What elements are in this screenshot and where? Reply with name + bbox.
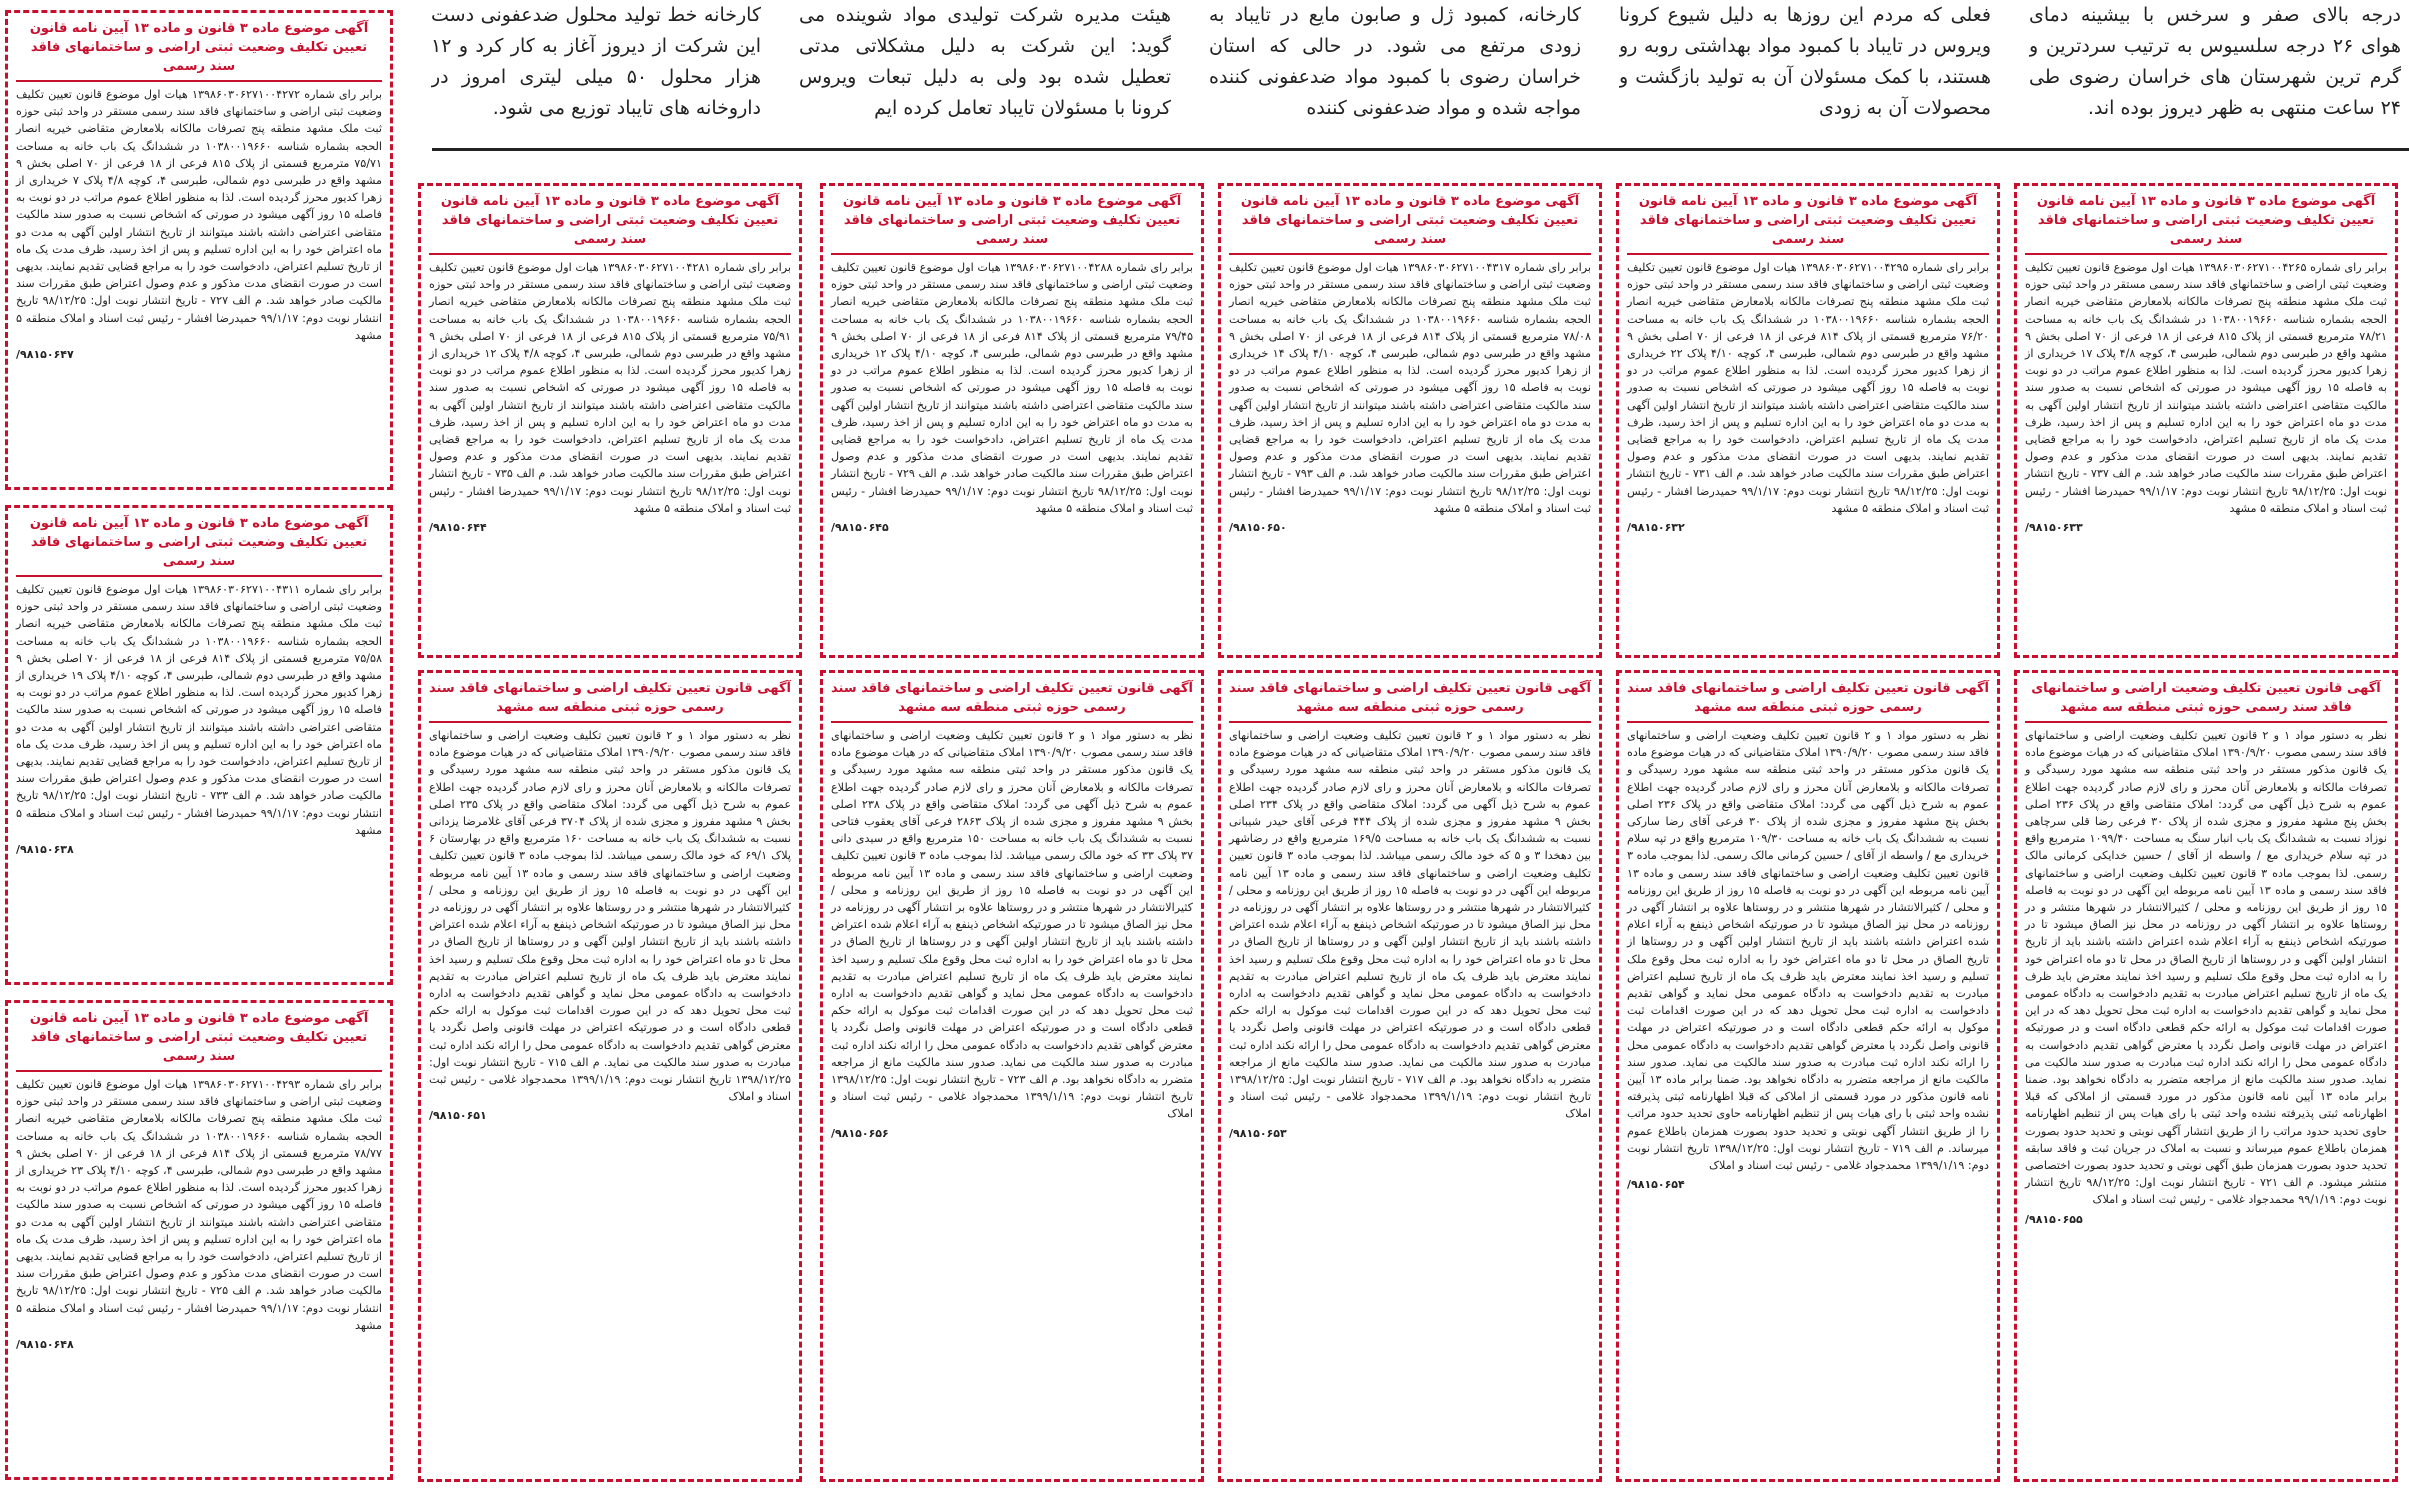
news-text: هیئت مدیره شرکت تولیدی مواد شوینده می گوید: این شرکت به دلیل مشکلاتی مدتی تعطیل شده بود ولی به دلیل تبعات ویروس کرونا با مسئولان تایباد تعامل کرده ایم [799, 4, 1171, 119]
legal-notice-ad [2014, 670, 2398, 1482]
legal-notice-ad [1218, 183, 1602, 658]
ad-title: آگهی موضوع ماده ۳ قانون و ماده ۱۳ آیین نامه قانون تعیین تکلیف وضعیت ثبتی اراضی و ساختمانهای فاقد سند رسمی [2025, 192, 2387, 255]
news-column-5 [431, 0, 761, 125]
ad-title: آگهی موضوع ماده ۳ قانون و ماده ۱۳ آیین نامه قانون تعیین تکلیف وضعیت ثبتی اراضی و ساختمانهای فاقد سند رسمی [429, 192, 791, 255]
legal-notice-ad [1616, 183, 2000, 658]
news-column-3 [1209, 0, 1581, 125]
news-text: فعلی که مردم این روزها به دلیل شیوع کرونا ویروس در تایباد با کمبود مواد بهداشتی روبه رو هستند، با کمک مسئولان آن به تولید بازگشت و محصولات آن به زودی [1619, 4, 1991, 119]
ad-body: برابر رای شماره ۱۳۹۸۶۰۳۰۶۲۷۱۰۰۴۲۶۵ هیات اول موضوع قانون تعیین تکلیف وضعیت ثبتی اراضی و ساختمانهای فاقد سند رسمی مستقر در واحد ثبتی حوزه ثبت ملک مشهد منطقه پنج تصرفات مالکانه بلامعارض متقاضی خیریه انصار الحجه بشماره شناسه ۱۰۳۸۰۰۱۹۶۶۰ در ششدانگ یک باب خانه به مساحت ۷۸/۲۱ مترمربع قسمتی از پلاک ۸۱۵ فرعی از ۱۸ فرعی از ۷۰ اصلی بخش ۹ مشهد واقع در طبرسی دوم شمالی، طبرسی ۴، کوچه ۴/۸ پلاک ۱۷ خریداری از زهرا کدیور محرز گردیده است. لذا به منظور اطلاع عموم مراتب در دو نوبت به فاصله ۱۵ روز آگهی میشود در صورتی که اشخاص نسبت به صدور سند مالکیت متقاضی اعتراضی داشته باشند میتوانند از تاریخ انتشار اولین آگهی به مدت دو ماه اعتراض خود را به این اداره تسلیم و پس از اخذ رسید، ظرف مدت یک ماه از تاریخ تسلیم اعتراض، دادخواست خود را به مراجع قضایی تقدیم نمایند. بدیهی است در صورت انقضای مدت مذکور و عدم وصول اعتراض طبق مقررات سند مالکیت صادر خواهد شد. م الف ۷۳۷ - تاریخ انتشار نوبت اول: ۹۸/۱۲/۲۵ تاریخ انتشار نوبت دوم: ۹۹/۱/۱۷ حمیدرضا افشار - رئیس ثبت اسناد و املاک منطقه ۵ مشهد [2025, 261, 2388, 515]
news-text: درجه بالای صفر و سرخس با بیشینه دمای هوای ۲۶ درجه سلسیوس به ترتیب سردترین و گرم ترین شهرستان های خراسان رضوی طی ۲۴ ساعت منتهی به ظهر دیروز بوده اند. [2029, 4, 2401, 119]
ad-title: آگهی موضوع ماده ۳ قانون و ماده ۱۳ آیین نامه قانون تعیین تکلیف وضعیت ثبتی اراضی و ساختمانهای فاقد سند رسمی [16, 1009, 382, 1072]
ad-code: /۹۸۱۵۰۶۴۴ [429, 521, 487, 535]
news-column-1 [2029, 0, 2401, 125]
legal-notice-ad [1218, 670, 1602, 1482]
news-text: کارخانه خط تولید محلول ضدعفونی دست این شرکت از دیروز آغاز به کار کرد و ۱۲ هزار محلول ۵۰ میلی لیتری امروز در داروخانه های تایباد توزیع می شود. [431, 4, 761, 119]
ad-code: /۹۸۱۵۰۶۳۲ [1627, 521, 1685, 535]
legal-notice-ad [418, 183, 802, 658]
ad-code: /۹۸۱۵۰۶۵۴ [1627, 1178, 1685, 1192]
ad-body: برابر رای شماره ۱۳۹۸۶۰۳۰۶۲۷۱۰۰۴۳۱۱ هیات اول موضوع قانون تعیین تکلیف وضعیت ثبتی اراضی و ساختمانهای فاقد سند رسمی مستقر در واحد ثبتی حوزه ثبت ملک مشهد منطقه پنج تصرفات مالکانه بلامعارض متقاضی خیریه انصار الحجه بشماره شناسه ۱۰۳۸۰۰۱۹۶۶۰ در ششدانگ یک باب خانه به مساحت ۷۵/۵۸ مترمربع قسمتی از پلاک ۸۱۴ فرعی از ۱۸ فرعی از ۷۰ اصلی بخش ۹ مشهد واقع در طبرسی دوم شمالی، طبرسی ۴، کوچه ۴/۱۰ پلاک ۱۹ خریداری از زهرا کدیور محرز گردیده است. لذا به منظور اطلاع عموم مراتب در دو نوبت به فاصله ۱۵ روز آگهی میشود در صورتی که اشخاص نسبت به صدور سند مالکیت متقاضی اعتراضی داشته باشند میتوانند از تاریخ انتشار اولین آگهی به مدت دو ماه اعتراض خود را به این اداره تسلیم و پس از اخذ رسید، ظرف مدت یک ماه از تاریخ تسلیم اعتراض، دادخواست خود را به مراجع قضایی تقدیم نمایند. بدیهی است در صورت انقضای مدت مذکور و عدم وصول اعتراض طبق مقررات سند مالکیت صادر خواهد شد. م الف ۷۳۳ - تاریخ انتشار نوبت اول: ۹۸/۱۲/۲۵ تاریخ انتشار نوبت دوم: ۹۹/۱/۱۷ حمیدرضا افشار - رئیس ثبت اسناد و املاک منطقه ۵ مشهد [16, 583, 383, 837]
legal-notice-ad [5, 1000, 393, 1480]
legal-notice-ad [1616, 670, 2000, 1482]
legal-notice-ad [820, 183, 1204, 658]
ad-code: /۹۸۱۵۰۶۳۸ [16, 843, 74, 857]
ad-body: نظر به دستور مواد ۱ و ۲ قانون تعیین تکلیف وضعیت اراضی و ساختمانهای فاقد سند رسمی مصوب ۱۳۹۰/۹/۲۰ املاک متقاضیانی که در هیات موضوع ماده یک قانون مذکور مستقر در واحد ثبتی منطقه سه مشهد مورد رسیدگی و تصرفات مالکانه و بلامعارض آنان محرز و رای لازم صادر گردیده جهت اطلاع عموم به شرح ذیل آگهی می گردد: املاک متقاضی واقع در پلاک ۲۳۴ اصلی بخش ۹ مشهد مفروز و مجزی شده از پلاک ۴۴۴ فرعی آقای حیدر شیبانی نسبت به ششدانگ یک باب خانه به مساحت ۱۶۹/۵ مترمربع واقع در رضاشهر بین دهخدا ۳ و ۵ که خود مالک رسمی میباشد. لذا بموجب ماده ۳ قانون تعیین تکلیف وضعیت اراضی و ساختمانهای فاقد سند رسمی و ماده ۱۳ آیین نامه مربوطه این آگهی در دو نوبت به فاصله ۱۵ روز از طریق این روزنامه و محلی / کثیرالانتشار در شهرها منتشر و در روستاها علاوه بر انتشار آگهی در روزنامه در محل نیز الصاق میشود تا در صورتیکه اشخاص ذینفع به آراء اعلام شده اعتراض داشته باشند باید از تاریخ انتشار اولین آگهی و در روستاها از تاریخ الصاق در محل تا دو ماه اعتراض خود را به اداره ثبت محل وقوع ملک تسلیم و رسید اخذ نمایند معترض باید ظرف یک ماه از تاریخ تسلیم اعتراض مبادرت به تقدیم دادخواست به دادگاه عمومی محل نماید و گواهی تقدیم دادخواست به اداره ثبت محل تحویل دهد که در این صورت اقدامات ثبت موکول به ارائه حکم قطعی دادگاه است و در صورتیکه اعتراض در مهلت قانونی واصل نگردد یا معترض گواهی تقدیم دادخواست به دادگاه عمومی محل را ارائه نکند اداره ثبت مبادرت به صدور سند مالکیت می نماید. صدور سند مالکیت مانع از مراجعه متضرر به دادگاه نخواهد بود. م الف ۷۱۷ - تاریخ انتشار نوبت اول: ۱۳۹۸/۱۲/۲۵ تاریخ انتشار نوبت دوم: ۱۳۹۹/۱/۱۹ محمدجواد غلامی - رئیس ثبت اسناد و املاک [1229, 729, 1592, 1121]
ad-title: آگهی قانون تعیین تکلیف اراضی و ساختمانهای فاقد سند رسمی حوزه ثبتی منطقه سه مشهد [1229, 679, 1591, 723]
ad-body: نظر به دستور مواد ۱ و ۲ قانون تعیین تکلیف وضعیت اراضی و ساختمانهای فاقد سند رسمی مصوب ۱۳۹۰/۹/۲۰ املاک متقاضیانی که در هیات موضوع ماده یک قانون مذکور مستقر در واحد ثبتی منطقه سه مشهد مورد رسیدگی و تصرفات مالکانه و بلامعارض آنان محرز و رای لازم صادر گردیده جهت اطلاع عموم به شرح ذیل آگهی می گردد: املاک متقاضی واقع در پلاک ۲۳۶ اصلی بخش پنج مشهد مفروز و مجزی شده از پلاک ۳۰ فرعی رضا قلی سرچاهی نوزاد نسبت به ششدانگ یک باب انبار سنگ به مساحت ۱۰۹۹/۴۰ مترمربع واقع در تپه سلام خریداری مع / واسطه از آقای / حسین خدایکی کرمانی مالک رسمی. لذا بموجب ماده ۳ قانون تعیین تکلیف وضعیت اراضی و ساختمانهای فاقد سند رسمی و ماده ۱۳ آیین نامه مربوطه این آگهی در دو نوبت به فاصله ۱۵ روز از طریق این روزنامه و محلی / کثیرالانتشار در شهرها منتشر و در روستاها علاوه بر انتشار آگهی در روزنامه در محل نیز الصاق میشود تا در صورتیکه اشخاص ذینفع به آراء اعلام شده اعتراض داشته باشند باید از تاریخ انتشار اولین آگهی و در روستاها از تاریخ الصاق در محل تا دو ماه اعتراض خود را به اداره ثبت محل وقوع ملک تسلیم و رسید اخذ نمایند معترض باید ظرف یک ماه از تاریخ تسلیم اعتراض مبادرت به تقدیم دادخواست به دادگاه عمومی محل نماید و گواهی تقدیم دادخواست به اداره ثبت محل تحویل دهد که در این صورت اقدامات ثبت موکول به ارائه حکم قطعی دادگاه است و در صورتیکه اعتراض در مهلت قانونی واصل نگردد یا معترض گواهی تقدیم دادخواست به دادگاه عمومی محل را ارائه نکند اداره ثبت مبادرت به صدور سند مالکیت می نماید. صدور سند مالکیت مانع از مراجعه متضرر به دادگاه نخواهد بود. ضمنا برابر ماده ۱۳ آیین نامه قانون مذکور در مورد قسمتی از املاکی که قبلا اظهارنامه ثبتی پذیرفته نشده واحد ثبتی با رای هیات پس از تنظیم اظهارنامه حاوی تحدید حدود مراتب را از طریق انتشار آگهی نوبتی و تحدید حدود بصورت همزمان باطلاع عموم میرساند و نسبت به املاک در جریان ثبت و فاقد سابقه تحدید حدود بصورت همزمان طبق آگهی نوبتی و تحدید حدود بصورت اختصاصی منتشر میشود. م الف ۷۲۱ - تاریخ انتشار نوبت اول: ۹۸/۱۲/۲۵ تاریخ انتشار نوبت دوم: ۹۹/۱/۱۹ محمدجواد غلامی - رئیس ثبت اسناد و املاک [2025, 729, 2388, 1207]
ad-body: نظر به دستور مواد ۱ و ۲ قانون تعیین تکلیف وضعیت اراضی و ساختمانهای فاقد سند رسمی مصوب ۱۳۹۰/۹/۲۰ املاک متقاضیانی که در هیات موضوع ماده یک قانون مذکور مستقر در واحد ثبتی منطقه سه مشهد مورد رسیدگی و تصرفات مالکانه و بلامعارض آنان محرز و رای لازم صادر گردیده جهت اطلاع عموم به شرح ذیل آگهی می گردد: املاک متقاضی واقع در پلاک ۲۳۸ اصلی بخش ۹ مشهد مفروز و مجزی شده از پلاک ۲۸۶۳ فرعی آقای یعقوب فتاحی نسبت به ششدانگ یک باب خانه به مساحت ۱۵۰ مترمربع واقع در سیدی دانی ۳۷ پلاک ۳۳ که خود مالک رسمی میباشد. لذا بموجب ماده ۳ قانون تعیین تکلیف وضعیت اراضی و ساختمانهای فاقد سند رسمی و ماده ۱۳ آیین نامه مربوطه این آگهی در دو نوبت به فاصله ۱۵ روز از طریق این روزنامه و محلی / کثیرالانتشار در شهرها منتشر و در روستاها علاوه بر انتشار آگهی در روزنامه در محل نیز الصاق میشود تا در صورتیکه اشخاص ذینفع به آراء اعلام شده اعتراض داشته باشند باید از تاریخ انتشار اولین آگهی و در روستاها از تاریخ الصاق در محل تا دو ماه اعتراض خود را به اداره ثبت محل وقوع ملک تسلیم و رسید اخذ نمایند معترض باید ظرف یک ماه از تاریخ تسلیم اعتراض مبادرت به تقدیم دادخواست به دادگاه عمومی محل نماید و گواهی تقدیم دادخواست به اداره ثبت محل تحویل دهد که در این صورت اقدامات ثبت موکول به ارائه حکم قطعی دادگاه است و در صورتیکه اعتراض در مهلت قانونی واصل نگردد یا معترض گواهی تقدیم دادخواست به دادگاه عمومی محل را ارائه نکند اداره ثبت مبادرت به صدور سند مالکیت می نماید. صدور سند مالکیت مانع از مراجعه متضرر به دادگاه نخواهد بود. م الف ۷۲۳ - تاریخ انتشار نوبت اول: ۱۳۹۸/۱۲/۲۵ تاریخ انتشار نوبت دوم: ۱۳۹۹/۱/۱۹ محمدجواد غلامی - رئیس ثبت اسناد و املاک [831, 729, 1194, 1121]
section-divider [432, 148, 2409, 151]
legal-notice-ad [5, 10, 393, 490]
ad-code: /۹۸۱۵۰۶۴۸ [16, 1338, 74, 1352]
ad-title: آگهی قانون تعیین تکلیف اراضی و ساختمانهای فاقد سند رسمی حوزه ثبتی منطقه سه مشهد [1627, 679, 1989, 723]
ad-title: آگهی موضوع ماده ۳ قانون و ماده ۱۳ آیین نامه قانون تعیین تکلیف وضعیت ثبتی اراضی و ساختمانهای فاقد سند رسمی [831, 192, 1193, 255]
ad-body: نظر به دستور مواد ۱ و ۲ قانون تعیین تکلیف وضعیت اراضی و ساختمانهای فاقد سند رسمی مصوب ۱۳۹۰/۹/۲۰ املاک متقاضیانی که در هیات موضوع ماده یک قانون مذکور مستقر در واحد ثبتی منطقه سه مشهد مورد رسیدگی و تصرفات مالکانه و بلامعارض آنان محرز و رای لازم صادر گردیده جهت اطلاع عموم به شرح ذیل آگهی می گردد: املاک متقاضی واقع در پلاک ۲۳۶ اصلی بخش پنج مشهد مفروز و مجزی شده از پلاک ۳۰ فرعی آقای رضا سارکی نسبت به ششدانگ یک باب خانه به مساحت ۱۰۹/۳۰ مترمربع واقع در تپه سلام خریداری مع / واسطه از آقای / حسین کرمانی مالک رسمی. لذا بموجب ماده ۳ قانون تعیین تکلیف وضعیت اراضی و ساختمانهای فاقد سند رسمی و ماده ۱۳ آیین نامه مربوطه این آگهی در دو نوبت به فاصله ۱۵ روز از طریق این روزنامه و محلی / کثیرالانتشار در شهرها منتشر و در روستاها علاوه بر انتشار آگهی در روزنامه در محل نیز الصاق میشود تا در صورتیکه اشخاص ذینفع به آراء اعلام شده اعتراض داشته باشند باید از تاریخ انتشار اولین آگهی و در روستاها از تاریخ الصاق در محل تا دو ماه اعتراض خود را به اداره ثبت محل وقوع ملک تسلیم و رسید اخذ نمایند معترض باید ظرف یک ماه از تاریخ تسلیم اعتراض مبادرت به تقدیم دادخواست به دادگاه عمومی محل نماید و گواهی تقدیم دادخواست به اداره ثبت محل تحویل دهد که در این صورت اقدامات ثبت موکول به ارائه حکم قطعی دادگاه است و در صورتیکه اعتراض در مهلت قانونی واصل نگردد یا معترض گواهی تقدیم دادخواست به دادگاه عمومی محل را ارائه نکند اداره ثبت مبادرت به صدور سند مالکیت می نماید. صدور سند مالکیت مانع از مراجعه متضرر به دادگاه نخواهد بود. ضمنا برابر ماده ۱۳ آیین نامه قانون مذکور در مورد قسمتی از املاکی که قبلا اظهارنامه ثبتی پذیرفته نشده واحد ثبتی با رای هیات پس از تنظیم اظهارنامه حاوی تحدید حدود مراتب را از طریق انتشار آگهی نوبتی و تحدید حدود بصورت همزمان باطلاع عموم میرساند. م الف ۷۱۹ - تاریخ انتشار نوبت اول: ۱۳۹۸/۱۲/۲۵ تاریخ انتشار نوبت دوم: ۱۳۹۹/۱/۱۹ محمدجواد غلامی - رئیس ثبت اسناد و املاک [1627, 729, 1990, 1173]
ad-title: آگهی موضوع ماده ۳ قانون و ماده ۱۳ آیین نامه قانون تعیین تکلیف وضعیت ثبتی اراضی و ساختمانهای فاقد سند رسمی [16, 19, 382, 82]
ad-title: آگهی قانون تعیین تکلیف اراضی و ساختمانهای فاقد سند رسمی حوزه ثبتی منطقه سه مشهد [429, 679, 791, 723]
legal-notice-ad [5, 505, 393, 985]
ad-body: برابر رای شماره ۱۳۹۸۶۰۳۰۶۲۷۱۰۰۴۲۸۸ هیات اول موضوع قانون تعیین تکلیف وضعیت ثبتی اراضی و ساختمانهای فاقد سند رسمی مستقر در واحد ثبتی حوزه ثبت ملک مشهد منطقه پنج تصرفات مالکانه بلامعارض متقاضی خیریه انصار الحجه بشماره شناسه ۱۰۳۸۰۰۱۹۶۶۰ در ششدانگ یک باب خانه به مساحت ۷۹/۴۵ مترمربع قسمتی از پلاک ۸۱۴ فرعی از ۱۸ فرعی از ۷۰ اصلی بخش ۹ مشهد واقع در طبرسی دوم شمالی، طبرسی ۴، کوچه ۴/۱۰ پلاک ۱۲ خریداری از زهرا کدیور محرز گردیده است. لذا به منظور اطلاع عموم مراتب در دو نوبت به فاصله ۱۵ روز آگهی میشود در صورتی که اشخاص نسبت به صدور سند مالکیت متقاضی اعتراضی داشته باشند میتوانند از تاریخ انتشار اولین آگهی به مدت دو ماه اعتراض خود را به این اداره تسلیم و پس از اخذ رسید، ظرف مدت یک ماه از تاریخ تسلیم اعتراض، دادخواست خود را به مراجع قضایی تقدیم نمایند. بدیهی است در صورت انقضای مدت مذکور و عدم وصول اعتراض طبق مقررات سند مالکیت صادر خواهد شد. م الف ۷۲۹ - تاریخ انتشار نوبت اول: ۹۸/۱۲/۲۵ تاریخ انتشار نوبت دوم: ۹۹/۱/۱۷ حمیدرضا افشار - رئیس ثبت اسناد و املاک منطقه ۵ مشهد [831, 261, 1194, 515]
ad-body: نظر به دستور مواد ۱ و ۲ قانون تعیین تکلیف وضعیت اراضی و ساختمانهای فاقد سند رسمی مصوب ۱۳۹۰/۹/۲۰ املاک متقاضیانی که در هیات موضوع ماده یک قانون مذکور مستقر در واحد ثبتی منطقه سه مشهد مورد رسیدگی و تصرفات مالکانه و بلامعارض آنان محرز و رای لازم صادر گردیده جهت اطلاع عموم به شرح ذیل آگهی می گردد: املاک متقاضی واقع در پلاک ۲۳۵ اصلی بخش ۹ مشهد مفروز و مجزی شده از پلاک ۳۷۰۴ فرعی آقای غلامرضا یزدانی نسبت به ششدانگ یک باب خانه به مساحت ۱۶۰ مترمربع واقع در بهارستان ۶ پلاک ۶۹/۱ که خود مالک رسمی میباشد. لذا بموجب ماده ۳ قانون تعیین تکلیف وضعیت اراضی و ساختمانهای فاقد سند رسمی و ماده ۱۳ آیین نامه مربوطه این آگهی در دو نوبت به فاصله ۱۵ روز از طریق این روزنامه و محلی / کثیرالانتشار در شهرها منتشر و در روستاها علاوه بر انتشار آگهی در روزنامه در محل نیز الصاق میشود تا در صورتیکه اشخاص ذینفع به آراء اعلام شده اعتراض داشته باشند باید از تاریخ انتشار اولین آگهی و در روستاها از تاریخ الصاق در محل تا دو ماه اعتراض خود را به اداره ثبت محل وقوع ملک تسلیم و رسید اخذ نمایند معترض باید ظرف یک ماه از تاریخ تسلیم اعتراض مبادرت به تقدیم دادخواست به دادگاه عمومی محل نماید و گواهی تقدیم دادخواست به اداره ثبت محل تحویل دهد که در این صورت اقدامات ثبت موکول به ارائه حکم قطعی دادگاه است و در صورتیکه اعتراض در مهلت قانونی واصل نگردد یا معترض گواهی تقدیم دادخواست به دادگاه عمومی محل را ارائه نکند اداره ثبت مبادرت به صدور سند مالکیت می نماید. م الف ۷۱۵ - تاریخ انتشار نوبت اول: ۱۳۹۸/۱۲/۲۵ تاریخ انتشار نوبت دوم: ۱۳۹۹/۱/۱۹ محمدجواد غلامی - رئیس ثبت اسناد و املاک [429, 729, 792, 1104]
ad-code: /۹۸۱۵۰۶۵۵ [2025, 1212, 2083, 1226]
legal-notice-ad [2014, 183, 2398, 658]
ad-code: /۹۸۱۵۰۶۳۳ [2025, 521, 2083, 535]
ad-body: برابر رای شماره ۱۳۹۸۶۰۳۰۶۲۷۱۰۰۴۳۱۷ هیات اول موضوع قانون تعیین تکلیف وضعیت ثبتی اراضی و ساختمانهای فاقد سند رسمی مستقر در واحد ثبتی حوزه ثبت ملک مشهد منطقه پنج تصرفات مالکانه بلامعارض متقاضی خیریه انصار الحجه بشماره شناسه ۱۰۳۸۰۰۱۹۶۶۰ در ششدانگ یک باب خانه به مساحت ۷۸/۰۸ مترمربع قسمتی از پلاک ۸۱۴ فرعی از ۱۸ فرعی از ۷۰ اصلی بخش ۹ مشهد واقع در طبرسی دوم شمالی، طبرسی ۴، کوچه ۴/۱۰ پلاک ۱۴ خریداری از زهرا کدیور محرز گردیده است. لذا به منظور اطلاع عموم مراتب در دو نوبت به فاصله ۱۵ روز آگهی میشود در صورتی که اشخاص نسبت به صدور سند مالکیت متقاضی اعتراضی داشته باشند میتوانند از تاریخ انتشار اولین آگهی به مدت دو ماه اعتراض خود را به این اداره تسلیم و پس از اخذ رسید، ظرف مدت یک ماه از تاریخ تسلیم اعتراض، دادخواست خود را به مراجع قضایی تقدیم نمایند. بدیهی است در صورت انقضای مدت مذکور و عدم وصول اعتراض طبق مقررات سند مالکیت صادر خواهد شد. م الف ۷۹۳ - تاریخ انتشار نوبت اول: ۹۸/۱۲/۲۵ تاریخ انتشار نوبت دوم: ۹۹/۱/۱۷ حمیدرضا افشار - رئیس ثبت اسناد و املاک منطقه ۵ مشهد [1229, 261, 1592, 515]
legal-notice-ad [820, 670, 1204, 1482]
ad-code: /۹۸۱۵۰۶۴۷ [16, 348, 74, 362]
ad-code: /۹۸۱۵۰۶۵۳ [1229, 1126, 1287, 1140]
news-column-2 [1619, 0, 1991, 125]
news-text: کارخانه، کمبود ژل و صابون مایع در تایباد به زودی مرتفع می شود. در حالی که استان خراسان رضوی با کمبود مواد ضدعفونی کننده مواجه شده و مواد ضدعفونی کننده [1209, 4, 1581, 119]
ad-code: /۹۸۱۵۰۶۵۶ [831, 1126, 889, 1140]
ad-body: برابر رای شماره ۱۳۹۸۶۰۳۰۶۲۷۱۰۰۴۲۷۲ هیات اول موضوع قانون تعیین تکلیف وضعیت ثبتی اراضی و ساختمانهای فاقد سند رسمی مستقر در واحد ثبتی حوزه ثبت ملک مشهد منطقه پنج تصرفات مالکانه بلامعارض متقاضی خیریه انصار الحجه بشماره شناسه ۱۰۳۸۰۰۱۹۶۶۰ در ششدانگ یک باب خانه به مساحت ۷۵/۷۱ مترمربع قسمتی از پلاک ۸۱۵ فرعی از ۱۸ فرعی از ۷۰ اصلی بخش ۹ مشهد واقع در طبرسی دوم شمالی، طبرسی ۴، کوچه ۴/۸ پلاک ۷ خریداری از زهرا کدیور محرز گردیده است. لذا به منظور اطلاع عموم مراتب در دو نوبت به فاصله ۱۵ روز آگهی میشود در صورتی که اشخاص نسبت به صدور سند مالکیت متقاضی اعتراضی داشته باشند میتوانند از تاریخ انتشار اولین آگهی به مدت دو ماه اعتراض خود را به این اداره تسلیم و پس از اخذ رسید، ظرف مدت یک ماه از تاریخ تسلیم اعتراض، دادخواست خود را به مراجع قضایی تقدیم نمایند. بدیهی است در صورت انقضای مدت مذکور و عدم وصول اعتراض طبق مقررات سند مالکیت صادر خواهد شد. م الف ۷۲۷ - تاریخ انتشار نوبت اول: ۹۸/۱۲/۲۵ تاریخ انتشار نوبت دوم: ۹۹/۱/۱۷ حمیدرضا افشار - رئیس ثبت اسناد و املاک منطقه ۵ مشهد [16, 88, 383, 342]
ad-body: برابر رای شماره ۱۳۹۸۶۰۳۰۶۲۷۱۰۰۴۲۸۱ هیات اول موضوع قانون تعیین تکلیف وضعیت ثبتی اراضی و ساختمانهای فاقد سند رسمی مستقر در واحد ثبتی حوزه ثبت ملک مشهد منطقه پنج تصرفات مالکانه بلامعارض متقاضی خیریه انصار الحجه بشماره شناسه ۱۰۳۸۰۰۱۹۶۶۰ در ششدانگ یک باب خانه به مساحت ۷۵/۹۱ مترمربع قسمتی از پلاک ۸۱۵ فرعی از ۱۸ فرعی از ۷۰ اصلی بخش ۹ مشهد واقع در طبرسی دوم شمالی، طبرسی ۴، کوچه ۴/۸ پلاک ۱۲ خریداری از زهرا کدیور محرز گردیده است. لذا به منظور اطلاع عموم مراتب در دو نوبت به فاصله ۱۵ روز آگهی میشود در صورتی که اشخاص نسبت به صدور سند مالکیت متقاضی اعتراضی داشته باشند میتوانند از تاریخ انتشار اولین آگهی به مدت دو ماه اعتراض خود را به این اداره تسلیم و پس از اخذ رسید، ظرف مدت یک ماه از تاریخ تسلیم اعتراض، دادخواست خود را به مراجع قضایی تقدیم نمایند. بدیهی است در صورت انقضای مدت مذکور و عدم وصول اعتراض طبق مقررات سند مالکیت صادر خواهد شد. م الف ۷۳۵ - تاریخ انتشار نوبت اول: ۹۸/۱۲/۲۵ تاریخ انتشار نوبت دوم: ۹۹/۱/۱۷ حمیدرضا افشار - رئیس ثبت اسناد و املاک منطقه ۵ مشهد [429, 261, 792, 515]
ad-body: برابر رای شماره ۱۳۹۸۶۰۳۰۶۲۷۱۰۰۴۲۹۳ هیات اول موضوع قانون تعیین تکلیف وضعیت ثبتی اراضی و ساختمانهای فاقد سند رسمی مستقر در واحد ثبتی حوزه ثبت ملک مشهد منطقه پنج تصرفات مالکانه بلامعارض متقاضی خیریه انصار الحجه بشماره شناسه ۱۰۳۸۰۰۱۹۶۶۰ در ششدانگ یک باب خانه به مساحت ۷۸/۷۷ مترمربع قسمتی از پلاک ۸۱۴ فرعی از ۱۸ فرعی از ۷۰ اصلی بخش ۹ مشهد واقع در طبرسی دوم شمالی، طبرسی ۴، کوچه ۴/۱۰ پلاک ۲۳ خریداری از زهرا کدیور محرز گردیده است. لذا به منظور اطلاع عموم مراتب در دو نوبت به فاصله ۱۵ روز آگهی میشود در صورتی که اشخاص نسبت به صدور سند مالکیت متقاضی اعتراضی داشته باشند میتوانند از تاریخ انتشار اولین آگهی به مدت دو ماه اعتراض خود را به این اداره تسلیم و پس از اخذ رسید، ظرف مدت یک ماه از تاریخ تسلیم اعتراض، دادخواست خود را به مراجع قضایی تقدیم نمایند. بدیهی است در صورت انقضای مدت مذکور و عدم وصول اعتراض طبق مقررات سند مالکیت صادر خواهد شد. م الف ۷۲۵ - تاریخ انتشار نوبت اول: ۹۸/۱۲/۲۵ تاریخ انتشار نوبت دوم: ۹۹/۱/۱۷ حمیدرضا افشار - رئیس ثبت اسناد و املاک منطقه ۵ مشهد [16, 1078, 383, 1332]
news-column-4 [799, 0, 1171, 125]
ad-title: آگهی قانون تعیین تکلیف وضعیت اراضی و ساختمانهای فاقد سند رسمی حوزه ثبتی منطقه سه مشهد [2025, 679, 2387, 723]
ad-title: آگهی موضوع ماده ۳ قانون و ماده ۱۳ آیین نامه قانون تعیین تکلیف وضعیت ثبتی اراضی و ساختمانهای فاقد سند رسمی [16, 514, 382, 577]
ad-title: آگهی قانون تعیین تکلیف اراضی و ساختمانهای فاقد سند رسمی حوزه ثبتی منطقه سه مشهد [831, 679, 1193, 723]
legal-notice-ad [418, 670, 802, 1482]
ad-title: آگهی موضوع ماده ۳ قانون و ماده ۱۳ آیین نامه قانون تعیین تکلیف وضعیت ثبتی اراضی و ساختمانهای فاقد سند رسمی [1627, 192, 1989, 255]
ad-code: /۹۸۱۵۰۶۴۵ [831, 521, 889, 535]
ad-code: /۹۸۱۵۰۶۵۱ [429, 1109, 487, 1123]
ad-code: /۹۸۱۵۰۶۵۰ [1229, 521, 1287, 535]
ad-body: برابر رای شماره ۱۳۹۸۶۰۳۰۶۲۷۱۰۰۴۲۹۵ هیات اول موضوع قانون تعیین تکلیف وضعیت ثبتی اراضی و ساختمانهای فاقد سند رسمی مستقر در واحد ثبتی حوزه ثبت ملک مشهد منطقه پنج تصرفات مالکانه بلامعارض متقاضی خیریه انصار الحجه بشماره شناسه ۱۰۳۸۰۰۱۹۶۶۰ در ششدانگ یک باب خانه به مساحت ۷۶/۲۰ مترمربع قسمتی از پلاک ۸۱۴ فرعی از ۱۸ فرعی از ۷۰ اصلی بخش ۹ مشهد واقع در طبرسی دوم شمالی، طبرسی ۴، کوچه ۴/۱۰ پلاک ۲۲ خریداری از زهرا کدیور محرز گردیده است. لذا به منظور اطلاع عموم مراتب در دو نوبت به فاصله ۱۵ روز آگهی میشود در صورتی که اشخاص نسبت به صدور سند مالکیت متقاضی اعتراضی داشته باشند میتوانند از تاریخ انتشار اولین آگهی به مدت دو ماه اعتراض خود را به این اداره تسلیم و پس از اخذ رسید، ظرف مدت یک ماه از تاریخ تسلیم اعتراض، دادخواست خود را به مراجع قضایی تقدیم نمایند. بدیهی است در صورت انقضای مدت مذکور و عدم وصول اعتراض طبق مقررات سند مالکیت صادر خواهد شد. م الف ۷۳۱ - تاریخ انتشار نوبت اول: ۹۸/۱۲/۲۵ تاریخ انتشار نوبت دوم: ۹۹/۱/۱۷ حمیدرضا افشار - رئیس ثبت اسناد و املاک منطقه ۵ مشهد [1627, 261, 1990, 515]
ad-title: آگهی موضوع ماده ۳ قانون و ماده ۱۳ آیین نامه قانون تعیین تکلیف وضعیت ثبتی اراضی و ساختمانهای فاقد سند رسمی [1229, 192, 1591, 255]
